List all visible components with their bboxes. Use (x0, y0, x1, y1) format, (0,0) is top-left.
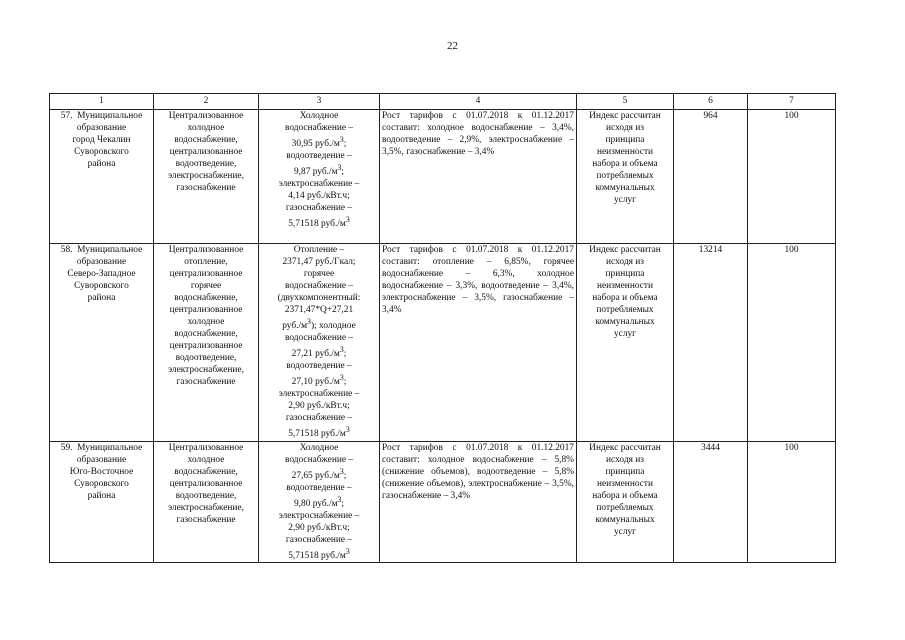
tariff-table (49, 93, 836, 563)
tariffs-cell: Отопление – 2371,47 руб./Гкал; горячее водоснабжение – (двухкомпонентный: 2371,47*Q+27,21 $руб./м^3$); холодное водоснабжение – 27,21 $руб./м^3$; водоотведение – 27,10 $руб./м^3$; электроснабжение – 2,90 руб./кВт.ч; газоснабжение – 5,71518 $руб./м^3$ (259, 244, 380, 442)
services-cell: Централизованное отопление, централизованное горячее водоснабжение, централизованное холодное водоснабжение, централизованное водоотведение, электроснабжение, газоснабжение (154, 244, 259, 442)
tariffs-cell: Холодное водоснабжение – 30,95 $руб./м^3$; водоотведение – 9,87 $руб./м^3$; электроснабжение – 4,14 руб./кВт.ч; газоснабжение – 5,71518 $руб./м^3$ (259, 110, 380, 244)
municipality-cell: 59. Муниципальное образование Юго-Восточное Суворовского района (50, 441, 154, 562)
col6-cell: 13214 (674, 244, 748, 442)
services-cell: Централизованное холодное водоснабжение, централизованное водоотведение, электроснабжение, газоснабжение (154, 441, 259, 562)
column-header: 7 (748, 94, 836, 110)
municipality-cell: 58. Муниципальное образование Северо-Западное Суворовского района (50, 244, 154, 442)
index-basis-cell: Индекс рассчитан исходя из принципа неизменности набора и объема потребляемых коммунальных услуг (577, 110, 674, 244)
column-header: 5 (577, 94, 674, 110)
header-row (50, 94, 836, 110)
tariff-growth-cell (380, 441, 577, 562)
index-basis-cell: Индекс рассчитан исходя из принципа неизменности набора и объема потребляемых коммунальных услуг (577, 441, 674, 562)
municipality-cell: 57. Муниципальное образование город Чекалин Суворовского района (50, 110, 154, 244)
index-basis-cell: Индекс рассчитан исходя из принципа неизменности набора и объема потребляемых коммунальных услуг (577, 244, 674, 442)
table-row (50, 441, 836, 562)
column-header: 4 (380, 94, 577, 110)
col7-cell: 100 (748, 244, 836, 442)
col6-cell: 3444 (674, 441, 748, 562)
column-header: 1 (50, 94, 154, 110)
page-number: 22 (447, 40, 458, 52)
col7-cell: 100 (748, 110, 836, 244)
column-header: 3 (259, 94, 380, 110)
table-row (50, 244, 836, 442)
col6-cell: 964 (674, 110, 748, 244)
column-header: 6 (674, 94, 748, 110)
column-header: 2 (154, 94, 259, 110)
table-row (50, 110, 836, 244)
tariffs-cell: Холодное водоснабжение – 27,65 $руб./м^3$; водоотведение – 9,80 $руб./м^3$; электроснабжение – 2,90 руб./кВт.ч; газоснабжение – 5,71518 $руб./м^3$ (259, 441, 380, 562)
col7-cell: 100 (748, 441, 836, 562)
tariff-growth-text: Рост тарифов с 01.07.2018 к 01.12.2017 составит: холодное водоснабжение – 5,8% (снижение объемов), водоотведение – 5,8% (снижение объемов), электроснабжение – 3,5%, газоснабжение – 3,4% (382, 442, 574, 501)
services-cell: Централизованное холодное водоснабжение, централизованное водоотведение, электроснабжение, газоснабжение (154, 110, 259, 244)
tariff-growth-cell: Рост тарифов с 01.07.2018 к 01.12.2017 составит: холодное водоснабжение – 3,4%, водоотведение – 2,9%, электроснабжение – 3,5%, газоснабжение – 3,4% (380, 110, 577, 244)
tariff-growth-cell: Рост тарифов с 01.07.2018 к 01.12.2017 составит: отопление – 6,85%, горячее водоснабжение – 6,3%, холодное водоснабжение – 3,3%, водоотведение – 3,4%, электроснабжение – 3,5%, газоснабжение – 3,4% (380, 244, 577, 442)
